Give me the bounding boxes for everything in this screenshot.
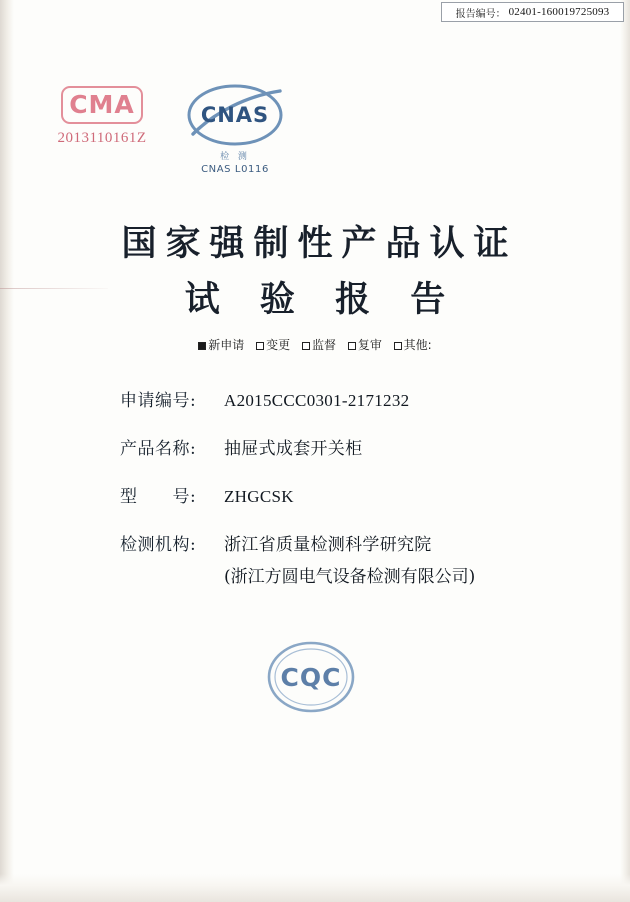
field-row-testing-organization xyxy=(120,530,550,555)
cma-logo xyxy=(40,86,164,147)
checkbox-option-1[interactable] xyxy=(256,336,290,353)
document-title-line2: 试 验 报 告 xyxy=(184,279,460,320)
cnas-logo xyxy=(176,82,294,175)
cma-badge-icon xyxy=(61,86,143,124)
checkbox-label-1: 变更 xyxy=(266,338,291,352)
checkbox-icon-4[interactable] xyxy=(394,342,402,350)
checkbox-option-4[interactable] xyxy=(394,336,432,353)
field-value-application-number: A2015CCC0301-2171232 xyxy=(224,391,410,410)
field-label-model: 型 号: xyxy=(120,487,197,507)
application-type-row xyxy=(0,336,630,353)
field-label-testing-organization: 检测机构: xyxy=(120,535,197,555)
checkbox-icon-2[interactable] xyxy=(302,342,310,350)
field-row-product-name xyxy=(120,434,550,459)
checkbox-label-2: 监督 xyxy=(311,338,336,352)
document-title-line1: 国家强制性产品认证 xyxy=(121,223,518,264)
cnas-oval-icon xyxy=(185,82,285,148)
checkbox-icon-3[interactable] xyxy=(348,342,356,350)
checkbox-icon-1[interactable] xyxy=(256,342,264,350)
report-number-box xyxy=(441,2,624,22)
cqc-seal xyxy=(265,636,357,718)
checkbox-label-3: 复审 xyxy=(357,338,382,352)
field-value-product-name: 抽屉式成套开关柜 xyxy=(224,439,363,459)
field-label-product-name: 产品名称: xyxy=(120,439,197,459)
cnas-subtitle: 检 测 xyxy=(220,152,250,162)
checkbox-label-0: 新申请 xyxy=(208,338,245,352)
field-label-application-number: 申请编号: xyxy=(120,391,197,411)
field-row-application-number xyxy=(120,386,550,411)
svg-text:CQC: CQC xyxy=(280,663,342,692)
field-value-testing-organization-secondary: (浙江方圆电气设备检测有限公司) xyxy=(224,567,476,587)
cma-certificate-number: 2013110161Z xyxy=(57,130,147,146)
checkbox-icon-0[interactable] xyxy=(198,342,206,350)
cma-logo-text: CMA xyxy=(69,90,135,119)
scan-edge-bottom xyxy=(0,874,630,902)
field-row-model xyxy=(120,482,550,507)
checkbox-option-2[interactable] xyxy=(302,336,336,353)
field-value-model: ZHGCSK xyxy=(224,487,294,506)
checkbox-option-3[interactable] xyxy=(348,336,382,353)
svg-text:CNAS: CNAS xyxy=(200,103,270,127)
checkbox-option-0[interactable] xyxy=(198,336,244,353)
field-list xyxy=(120,386,550,609)
logo-row xyxy=(0,82,630,182)
cnas-code: CNAS L0116 xyxy=(201,164,269,175)
field-value-testing-organization: 浙江省质量检测科学研究院 xyxy=(224,535,432,555)
checkbox-label-4: 其他: xyxy=(403,338,432,352)
report-number-label: 报告编号： xyxy=(455,8,506,20)
report-number-value: 02401-160019725093 xyxy=(508,6,610,18)
